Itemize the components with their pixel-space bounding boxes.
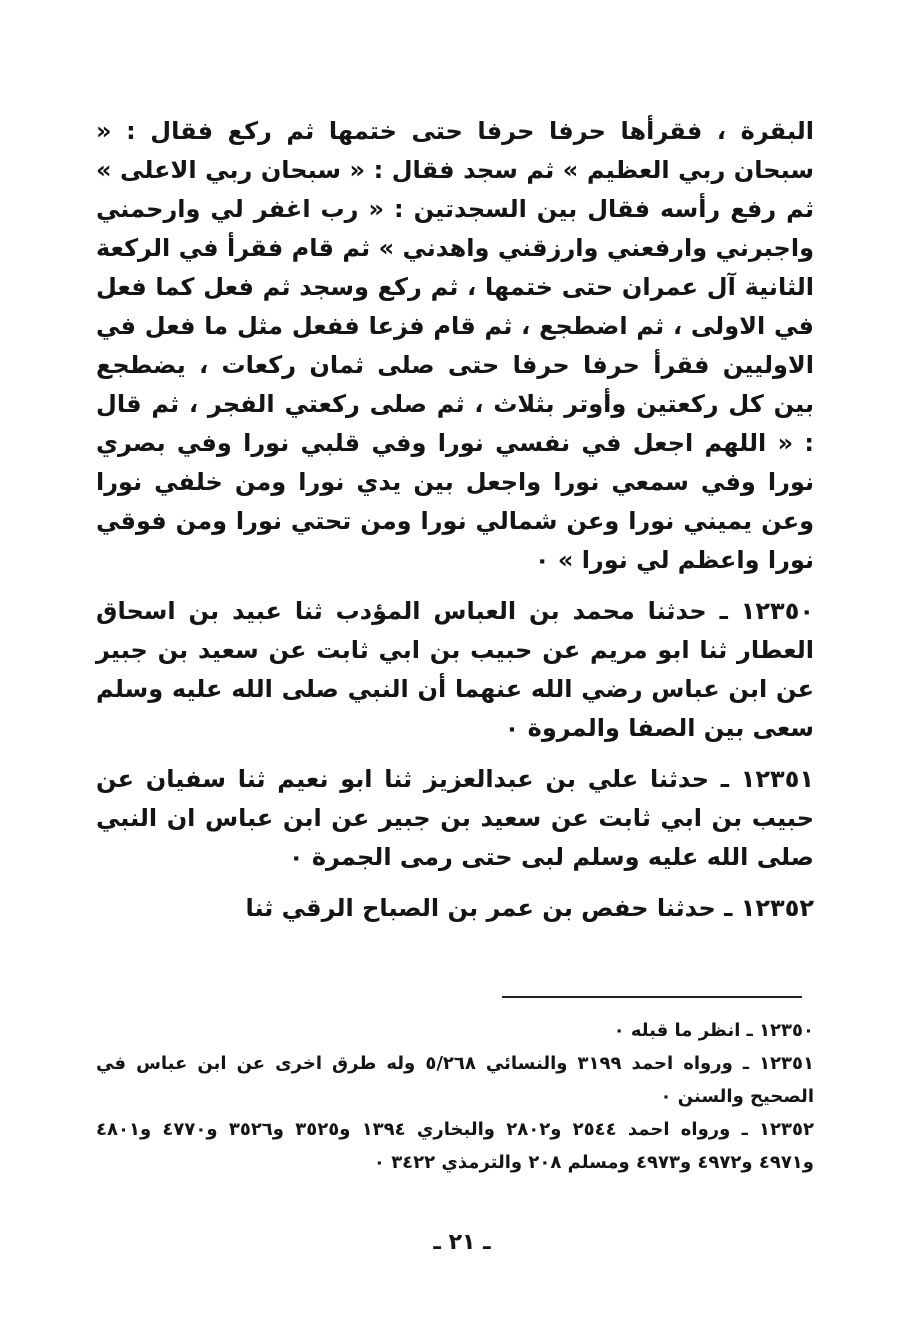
hadith-12350: ١٢٣٥٠ ـ حدثنا محمد بن العباس المؤدب ثنا عبيد بن اسحاق العطار ثنا ابو مريم عن حبيب بن ابي ثابت عن سعيد بن جبير عن ابن عباس رضي الله عنهما أن النبي صلى الله عليه وسلم سعى بين الصفا والمروة ٠ [96,597,814,742]
hadith-12352: ١٢٣٥٢ ـ حدثنا حفص بن عمر بن الصباح الرقي ثنا [245,894,814,922]
footnote-12351: ١٢٣٥١ ـ ورواه احمد ٣١٩٩ والنسائي ٥/٢٦٨ وله طرق اخرى عن ابن عباس في الصحيح والسنن ٠ [96,1053,814,1107]
footnote-12350: ١٢٣٥٠ ـ انظر ما قبله ٠ [613,1020,814,1041]
hadith-12351: ١٢٣٥١ ـ حدثنا علي بن عبدالعزيز ثنا ابو نعيم ثنا سفيان عن حبيب بن ابي ثابت عن سعيد بن جبير عن ابن عباس ان النبي صلى الله عليه وسلم لبى حتى رمى الجمرة ٠ [96,765,814,871]
paragraph-continuation: البقرة ، فقرأها حرفا حرفا حتى ختمها ثم ركع فقال : « سبحان ربي العظيم » ثم سجد فقال : « سبحان ربي الاعلى » ثم رفع رأسه فقال بين السجدتين : « رب اغفر لي وارحمني واجبرني وارفعني وارزقني واهدني » ثم قام فقرأ في الركعة الثانية آل عمران حتى ختمها ، ثم ركع وسجد ثم فعل كما فعل في الاولى ، ثم اضطجع ، ثم قام فزعا ففعل مثل ما فعل في الاوليين فقرأ حرفا حرفا حتى صلى ثمان ركعات ، يضطجع بين كل ركعتين وأوتر بثلاث ، ثم صلى ركعتي الفجر ، ثم قال : « اللهم اجعل في نفسي نورا وفي قلبي نورا وفي بصري نورا وفي سمعي نورا واجعل بين يدي نورا ومن خلفي نورا وعن يميني نورا وعن شمالي نورا ومن تحتي نورا ومن فوقي نورا واعظم لي نورا » ٠ [96,117,814,574]
footnote-divider [502,996,802,998]
footnotes [96,1014,814,1179]
page-number: ـ ٢١ ـ [433,1230,491,1255]
footnote-12352: ١٢٣٥٢ ـ ورواه احمد ٢٥٤٤ و٢٨٠٢ والبخاري ١٣٩٤ و٣٥٢٥ و٣٥٢٦ و٤٧٧٠ و٤٨٠١ و٤٩٧١ و٤٩٧٢ و٤٩٧٣ ومسلم ٢٠٨ والترمذي ٣٤٢٢ ٠ [96,1119,814,1173]
main-text [96,112,814,928]
